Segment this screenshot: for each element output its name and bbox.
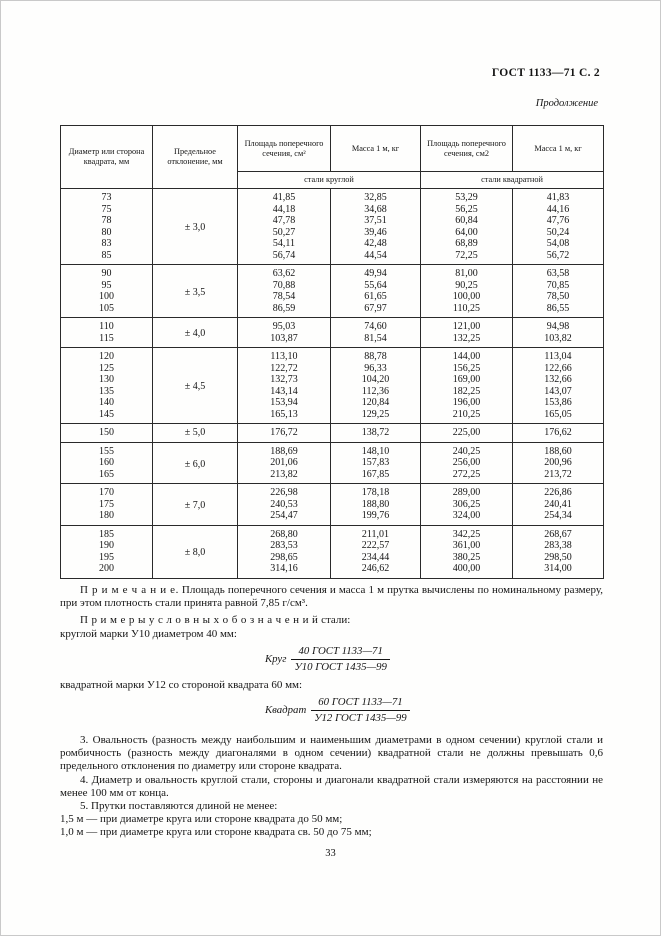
- cell-mass-round: 55,64: [331, 280, 421, 292]
- cell-mass-square: 188,60: [513, 442, 604, 457]
- designation-example-square: [60, 696, 603, 725]
- formula-round-label: Круг: [265, 652, 287, 665]
- table-row: [61, 563, 604, 578]
- cell-area-round: 314,16: [238, 563, 331, 578]
- table-row: [61, 424, 604, 443]
- cell-area-round: 122,72: [238, 363, 331, 375]
- continuation-label: Продолжение: [535, 98, 598, 109]
- cell-mass-round: 67,97: [331, 303, 421, 318]
- col-header-mass-round: Масса 1 м, кг: [331, 126, 421, 172]
- col-header-diameter: Диаметр или сторона квадрата, мм: [61, 126, 153, 189]
- cell-area-square: 324,00: [421, 510, 513, 525]
- cell-tolerance: ± 8,0: [153, 525, 238, 578]
- cell-area-square: 121,00: [421, 318, 513, 333]
- cell-area-round: 226,98: [238, 484, 331, 499]
- cell-area-round: 56,74: [238, 250, 331, 265]
- cell-area-round: 103,87: [238, 333, 331, 348]
- cell-diameter: 75: [61, 204, 153, 216]
- table-row: [61, 457, 604, 469]
- steel-dimensions-table: [60, 125, 604, 579]
- cell-area-square: 56,25: [421, 204, 513, 216]
- table-row: [61, 348, 604, 363]
- table-row: [61, 469, 604, 484]
- cell-area-round: 113,10: [238, 348, 331, 363]
- table-row: [61, 189, 604, 204]
- cell-area-square: 240,25: [421, 442, 513, 457]
- clause-5: 5. Прутки поставляются длиной не менее:: [80, 800, 278, 813]
- cell-diameter: 105: [61, 303, 153, 318]
- cell-mass-square: 153,86: [513, 397, 604, 409]
- page-number: 33: [325, 848, 336, 859]
- formula-round-numerator: 40 ГОСТ 1133—71: [291, 645, 389, 660]
- cell-mass-square: 63,58: [513, 265, 604, 280]
- cell-area-square: 144,00: [421, 348, 513, 363]
- clause-5-item-2: 1,0 м — при диаметре круга или стороне квадрата св. 50 до 75 мм;: [60, 826, 372, 839]
- cell-diameter: 130: [61, 374, 153, 386]
- cell-area-round: 283,53: [238, 540, 331, 552]
- table-row: [61, 552, 604, 564]
- formula-square-label: Квадрат: [265, 703, 307, 716]
- cell-mass-square: 200,96: [513, 457, 604, 469]
- cell-mass-square: 213,72: [513, 469, 604, 484]
- cell-area-round: 240,53: [238, 499, 331, 511]
- cell-diameter: 195: [61, 552, 153, 564]
- cell-area-square: 196,00: [421, 397, 513, 409]
- col-header-tolerance: Предельное отклонение, мм: [153, 126, 238, 189]
- cell-area-round: 165,13: [238, 409, 331, 424]
- table-row: [61, 204, 604, 216]
- table-row: [61, 525, 604, 540]
- table-row: [61, 374, 604, 386]
- cell-mass-round: 129,25: [331, 409, 421, 424]
- cell-mass-square: 78,50: [513, 291, 604, 303]
- cell-mass-round: 81,54: [331, 333, 421, 348]
- note-text: Площадь поперечного сечения и масса 1 м прутка вычислены по номинальному размеру, при этом плотность стали принята равной 7,85 г/см³.: [60, 584, 604, 610]
- cell-area-square: 272,25: [421, 469, 513, 484]
- table-row: [61, 265, 604, 280]
- cell-tolerance: ± 7,0: [153, 484, 238, 526]
- cell-area-round: 268,80: [238, 525, 331, 540]
- cell-mass-square: 283,38: [513, 540, 604, 552]
- col-header-area-round: Площадь поперечного сечения, см²: [238, 126, 331, 172]
- cell-area-round: 86,59: [238, 303, 331, 318]
- cell-area-square: 306,25: [421, 499, 513, 511]
- cell-mass-round: 88,78: [331, 348, 421, 363]
- cell-diameter: 140: [61, 397, 153, 409]
- cell-area-square: 182,25: [421, 386, 513, 398]
- cell-mass-round: 39,46: [331, 227, 421, 239]
- table-row: [61, 397, 604, 409]
- clause-5-item-1: 1,5 м — при диаметре круга или стороне квадрата до 50 мм;: [60, 813, 343, 826]
- table-row: [61, 510, 604, 525]
- cell-tolerance: ± 5,0: [153, 424, 238, 443]
- formula-square-denominator: У12 ГОСТ 1435—99: [314, 712, 407, 725]
- cell-mass-square: 70,85: [513, 280, 604, 292]
- cell-mass-round: 44,54: [331, 250, 421, 265]
- table-row: [61, 291, 604, 303]
- cell-area-square: 361,00: [421, 540, 513, 552]
- cell-area-round: 143,14: [238, 386, 331, 398]
- formula-square-numerator: 60 ГОСТ 1133—71: [311, 696, 409, 711]
- cell-area-round: 254,47: [238, 510, 331, 525]
- cell-area-round: 44,18: [238, 204, 331, 216]
- cell-diameter: 160: [61, 457, 153, 469]
- cell-mass-round: 148,10: [331, 442, 421, 457]
- cell-mass-square: 94,98: [513, 318, 604, 333]
- note-label: П р и м е ч а н и е.: [80, 584, 179, 596]
- table-row: [61, 499, 604, 511]
- example-square-intro: квадратной марки У12 со стороной квадрата 60 мм:: [60, 678, 303, 691]
- table-body: [61, 189, 604, 579]
- cell-area-square: 342,25: [421, 525, 513, 540]
- subheader-square-steel: стали квадратной: [421, 172, 604, 189]
- cell-mass-square: 122,66: [513, 363, 604, 375]
- cell-diameter: 145: [61, 409, 153, 424]
- formula-square-fraction: [311, 696, 409, 725]
- cell-mass-square: 268,67: [513, 525, 604, 540]
- cell-diameter: 175: [61, 499, 153, 511]
- cell-mass-round: 138,72: [331, 424, 421, 443]
- examples-heading: [60, 614, 603, 627]
- cell-diameter: 73: [61, 189, 153, 204]
- cell-area-square: 68,89: [421, 238, 513, 250]
- cell-diameter: 200: [61, 563, 153, 578]
- cell-diameter: 95: [61, 280, 153, 292]
- cell-diameter: 83: [61, 238, 153, 250]
- table-row: [61, 442, 604, 457]
- cell-tolerance: ± 4,0: [153, 318, 238, 348]
- cell-mass-square: 113,04: [513, 348, 604, 363]
- cell-diameter: 115: [61, 333, 153, 348]
- cell-mass-round: 178,18: [331, 484, 421, 499]
- cell-mass-round: 104,20: [331, 374, 421, 386]
- cell-mass-round: 157,83: [331, 457, 421, 469]
- col-header-area-square: Площадь поперечного сечения, см2: [421, 126, 513, 172]
- table-row: [61, 484, 604, 499]
- designation-example-round: [60, 645, 603, 674]
- cell-tolerance: ± 3,5: [153, 265, 238, 318]
- cell-area-round: 95,03: [238, 318, 331, 333]
- cell-mass-square: 47,76: [513, 215, 604, 227]
- table-row: [61, 227, 604, 239]
- cell-mass-round: 32,85: [331, 189, 421, 204]
- cell-diameter: 78: [61, 215, 153, 227]
- cell-area-square: 53,29: [421, 189, 513, 204]
- formula-round-denominator: У10 ГОСТ 1435—99: [294, 660, 387, 673]
- cell-area-round: 63,62: [238, 265, 331, 280]
- subheader-round-steel: стали круглой: [238, 172, 421, 189]
- cell-mass-square: 54,08: [513, 238, 604, 250]
- gost-standard-header: ГОСТ 1133—71 С. 2: [491, 67, 600, 79]
- cell-mass-square: 50,24: [513, 227, 604, 239]
- cell-mass-square: 240,41: [513, 499, 604, 511]
- cell-area-square: 225,00: [421, 424, 513, 443]
- cell-diameter: 125: [61, 363, 153, 375]
- cell-area-square: 169,00: [421, 374, 513, 386]
- cell-mass-square: 176,62: [513, 424, 604, 443]
- table-row: [61, 333, 604, 348]
- cell-diameter: 165: [61, 469, 153, 484]
- clause-3: 3. Овальность (разность между наибольшим и наименьшим диаметрами в одном сечении) круглой стали и ромбичность (разность между диагоналями в одном сечении) квадратной стали не должны превышать 0,6 предельного отклонения по диаметру или стороне квадрата.: [60, 734, 603, 773]
- cell-mass-round: 37,51: [331, 215, 421, 227]
- cell-mass-square: 254,34: [513, 510, 604, 525]
- cell-diameter: 120: [61, 348, 153, 363]
- examples-heading-tail: стали:: [321, 614, 351, 627]
- cell-area-round: 298,65: [238, 552, 331, 564]
- cell-area-square: 110,25: [421, 303, 513, 318]
- cell-mass-square: 314,00: [513, 563, 604, 578]
- table-row: [61, 250, 604, 265]
- cell-area-square: 400,00: [421, 563, 513, 578]
- cell-area-square: 132,25: [421, 333, 513, 348]
- cell-area-square: 156,25: [421, 363, 513, 375]
- cell-area-square: 64,00: [421, 227, 513, 239]
- cell-diameter: 155: [61, 442, 153, 457]
- cell-area-square: 289,00: [421, 484, 513, 499]
- cell-diameter: 80: [61, 227, 153, 239]
- cell-tolerance: ± 6,0: [153, 442, 238, 484]
- cell-diameter: 100: [61, 291, 153, 303]
- table-row: [61, 363, 604, 375]
- cell-mass-square: 165,05: [513, 409, 604, 424]
- cell-mass-square: 226,86: [513, 484, 604, 499]
- col-header-mass-square: Масса 1 м, кг: [513, 126, 604, 172]
- cell-mass-round: 112,36: [331, 386, 421, 398]
- cell-diameter: 150: [61, 424, 153, 443]
- table-row: [61, 303, 604, 318]
- cell-diameter: 170: [61, 484, 153, 499]
- examples-heading-spaced: П р и м е р ы у с л о в н ы х о б о з н а ч е н и й: [80, 614, 319, 627]
- cell-diameter: 185: [61, 525, 153, 540]
- cell-mass-square: 132,66: [513, 374, 604, 386]
- table-header-row: [61, 126, 604, 172]
- cell-mass-round: 234,44: [331, 552, 421, 564]
- cell-mass-square: 86,55: [513, 303, 604, 318]
- cell-mass-round: 49,94: [331, 265, 421, 280]
- cell-mass-round: 61,65: [331, 291, 421, 303]
- table-row: [61, 238, 604, 250]
- cell-diameter: 135: [61, 386, 153, 398]
- cell-area-round: 201,06: [238, 457, 331, 469]
- cell-mass-round: 199,76: [331, 510, 421, 525]
- cell-diameter: 85: [61, 250, 153, 265]
- cell-mass-square: 298,50: [513, 552, 604, 564]
- cell-mass-round: 34,68: [331, 204, 421, 216]
- note-paragraph: [60, 584, 603, 610]
- table-row: [61, 280, 604, 292]
- cell-tolerance: ± 3,0: [153, 189, 238, 265]
- cell-area-square: 100,00: [421, 291, 513, 303]
- cell-area-round: 50,27: [238, 227, 331, 239]
- clause-4: 4. Диаметр и овальность круглой стали, стороны и диагонали квадратной стали измеряются на расстоянии не менее 100 мм от конца.: [60, 773, 603, 799]
- cell-area-round: 41,85: [238, 189, 331, 204]
- cell-area-round: 70,88: [238, 280, 331, 292]
- cell-diameter: 90: [61, 265, 153, 280]
- cell-area-round: 132,73: [238, 374, 331, 386]
- cell-area-square: 72,25: [421, 250, 513, 265]
- cell-mass-square: 103,82: [513, 333, 604, 348]
- cell-mass-round: 96,33: [331, 363, 421, 375]
- cell-area-round: 176,72: [238, 424, 331, 443]
- cell-mass-round: 42,48: [331, 238, 421, 250]
- cell-mass-round: 188,80: [331, 499, 421, 511]
- cell-area-round: 213,82: [238, 469, 331, 484]
- cell-area-round: 78,54: [238, 291, 331, 303]
- cell-diameter: 190: [61, 540, 153, 552]
- cell-mass-round: 222,57: [331, 540, 421, 552]
- cell-diameter: 110: [61, 318, 153, 333]
- table-row: [61, 540, 604, 552]
- table-row: [61, 386, 604, 398]
- table-row: [61, 409, 604, 424]
- cell-mass-round: 246,62: [331, 563, 421, 578]
- cell-mass-round: 167,85: [331, 469, 421, 484]
- cell-tolerance: ± 4,5: [153, 348, 238, 424]
- cell-mass-square: 41,83: [513, 189, 604, 204]
- cell-area-round: 153,94: [238, 397, 331, 409]
- cell-area-square: 60,84: [421, 215, 513, 227]
- cell-area-square: 380,25: [421, 552, 513, 564]
- cell-area-round: 188,69: [238, 442, 331, 457]
- example-round-intro: круглой марки У10 диаметром 40 мм:: [60, 627, 237, 640]
- cell-area-square: 90,25: [421, 280, 513, 292]
- cell-area-square: 256,00: [421, 457, 513, 469]
- cell-mass-round: 211,01: [331, 525, 421, 540]
- cell-mass-square: 143,07: [513, 386, 604, 398]
- formula-round-fraction: [291, 645, 389, 674]
- table-row: [61, 318, 604, 333]
- cell-area-round: 47,78: [238, 215, 331, 227]
- cell-mass-round: 120,84: [331, 397, 421, 409]
- cell-area-square: 210,25: [421, 409, 513, 424]
- cell-mass-square: 44,16: [513, 204, 604, 216]
- cell-area-square: 81,00: [421, 265, 513, 280]
- cell-area-round: 54,11: [238, 238, 331, 250]
- cell-diameter: 180: [61, 510, 153, 525]
- table-row: [61, 215, 604, 227]
- notes-section: [60, 584, 603, 840]
- cell-mass-round: 74,60: [331, 318, 421, 333]
- cell-mass-square: 56,72: [513, 250, 604, 265]
